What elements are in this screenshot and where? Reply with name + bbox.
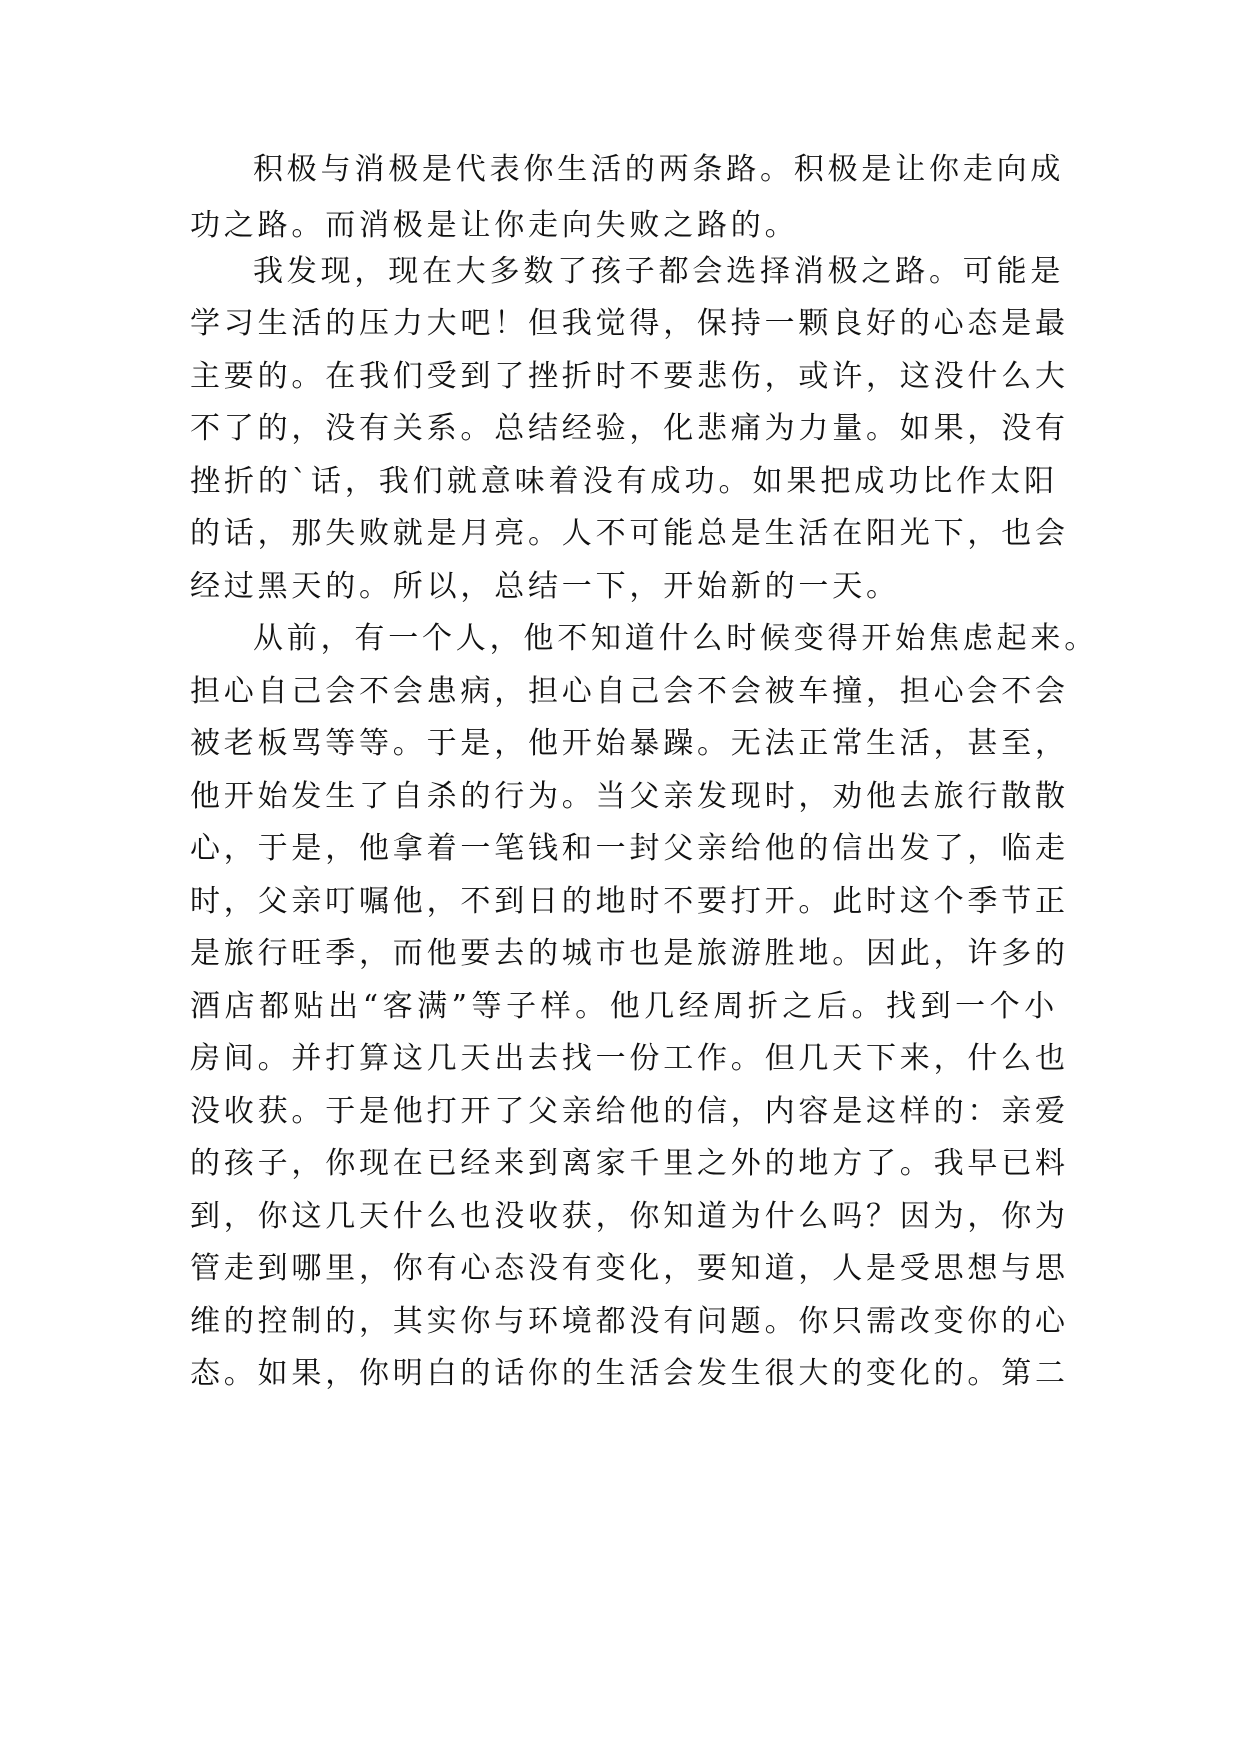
paragraph-2-line-3: 主要的。在我们受到了挫折时不要悲伤，或许，这没什么大	[190, 359, 1069, 394]
paragraph-3-line-5: 心，于是，他拿着一笔钱和一封父亲给他的信出发了，临走	[190, 831, 1069, 866]
paragraph-3-line-13: 管走到哪里，你有心态没有变化，要知道，人是受思想与思	[190, 1251, 1069, 1286]
paragraph-2-line-1: 我发现，现在大多数了孩子都会选择消极之路。可能是	[253, 254, 1065, 289]
paragraph-2-line-4: 不了的，没有关系。总结经验，化悲痛为力量。如果，没有	[190, 411, 1069, 446]
paragraph-2-line-6: 的话，那失败就是月亮。人不可能总是生活在阳光下，也会	[190, 516, 1069, 551]
paragraph-3-line-3: 被老板骂等等。于是，他开始暴躁。无法正常生活，甚至，	[190, 726, 1069, 761]
paragraph-3-line-14: 维的控制的，其实你与环境都没有问题。你只需改变你的心	[190, 1304, 1069, 1339]
paragraph-3-line-2: 担心自己会不会患病，担心自己会不会被车撞，担心会不会	[190, 674, 1069, 709]
paragraph-1-line-1: 积极与消极是代表你生活的两条路。积极是让你走向成	[253, 152, 1065, 187]
paragraph-3-line-6: 时，父亲叮嘱他，不到日的地时不要打开。此时这个季节正	[190, 884, 1069, 919]
paragraph-3-line-8: 酒店都贴出“客满”等子样。他几经周折之后。找到一个小	[190, 989, 1058, 1024]
paragraph-3-line-10: 没收获。于是他打开了父亲给他的信，内容是这样的：亲爱	[190, 1094, 1069, 1129]
paragraph-3-line-4: 他开始发生了自杀的行为。当父亲发现时，劝他去旅行散散	[190, 779, 1069, 814]
paragraph-3-line-12: 到，你这几天什么也没收获，你知道为什么吗？因为，你为	[190, 1199, 1069, 1234]
paragraph-3-line-15: 态。如果，你明白的话你的生活会发生很大的变化的。第二	[190, 1356, 1069, 1391]
paragraph-2-line-2: 学习生活的压力大吧！但我觉得，保持一颗良好的心态是最	[190, 306, 1069, 341]
paragraph-3-line-9: 房间。并打算这几天出去找一份工作。但几天下来，什么也	[190, 1041, 1069, 1076]
paragraph-3-line-11: 的孩子，你现在已经来到离家千里之外的地方了。我早已料	[190, 1146, 1069, 1181]
paragraph-1-line-2: 功之路。而消极是让你走向失败之路的。	[190, 208, 799, 243]
paragraph-3-line-7: 是旅行旺季，而他要去的城市也是旅游胜地。因此，许多的	[190, 936, 1069, 971]
paragraph-2-line-7: 经过黑天的。所以，总结一下，开始新的一天。	[190, 569, 900, 604]
paragraph-2-line-5: 挫折的`话，我们就意味着没有成功。如果把成功比作太阳	[190, 464, 1058, 499]
paragraph-3-line-1: 从前，有一个人，他不知道什么时候变得开始焦虑起来。	[253, 621, 1098, 656]
